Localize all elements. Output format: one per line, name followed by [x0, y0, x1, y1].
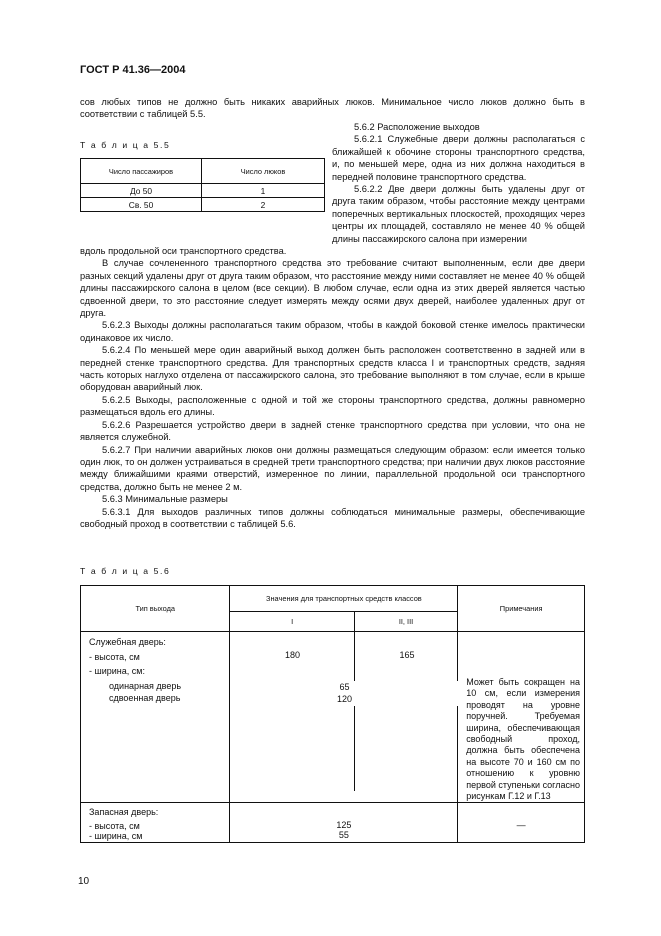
service-door-title: Служебная дверь: — [89, 637, 166, 647]
spare-door-cell — [81, 803, 230, 843]
spare-door-width-value: 55 — [338, 830, 349, 841]
table-5-5-header-passengers: Число пассажиров — [81, 159, 202, 184]
section-5-6-2-1: 5.6.2.1 Служебные двери должны располагаться с ближайшей к обочине стороны транспортного средства, и, по меньшей мере, одна из них должна находиться в передней половине транспортного средства. — [332, 134, 585, 182]
double-door-label: сдвоенная дверь — [109, 693, 181, 703]
service-door-note: Может быть сокращен на 10 см, если измерения проводят на уровне поручней. Требуемая ширина, обеспечивающая свободный проход, должна быть обеспечена на высоте 70 и 160 см по отношению к уровню первой ступеньки согласно рисункам Г.12 и Г.13 — [466, 677, 580, 802]
table-5-6-caption: Т а б л и ц а 5.6 — [80, 566, 171, 576]
double-door-width-value: 120 — [230, 693, 458, 706]
paragraph-continued: вдоль продольной оси транспортного средства. — [80, 246, 287, 256]
table-5-6-header-class-2-3: II, III — [354, 612, 457, 632]
section-5-6-2-6: 5.6.2.6 Разрешается устройство двери в задней стенке транспортного средства при условии, что она не является служебной. — [80, 419, 585, 443]
table-5-6-header-type: Тип выхода — [81, 586, 230, 632]
document-header: ГОСТ Р 41.36—2004 — [80, 64, 186, 76]
section-5-6-2: 5.6.2 Расположение выходов — [354, 122, 480, 132]
table-cell: До 50 — [81, 184, 202, 198]
spare-door-height-label: - высота, см — [89, 820, 140, 831]
single-door-width-value: 65 — [230, 681, 458, 694]
table-5-6-header-class-1: I — [230, 612, 354, 632]
right-column — [332, 121, 585, 245]
table-cell: 1 — [202, 184, 325, 198]
table-5-5-caption: Т а б л и ц а 5.5 — [80, 140, 171, 150]
table-5-6 — [80, 585, 585, 843]
table-row — [81, 803, 585, 843]
service-door-height-class-2-3: 165 — [399, 650, 415, 660]
service-door-height-class-1: 180 — [284, 650, 300, 660]
service-door-note-cell — [458, 632, 585, 803]
paragraph-articulated: В случае сочлененного транспортного средства это требование считают выполненным, если две двери разных секций удалены друг от друга таким образом, что расстояние между ними составляет не менее 40 % общей длины пассажирского салона в целом (все секции). В любом случае, если одна из этих дверей является частью сдвоенной двери, то это расстояние следует измерять между осями двух дверей, наиболее удаленных друг от друга. — [80, 258, 585, 319]
table-5-5 — [80, 158, 325, 212]
table-5-6-header-values: Значения для транспортных средств классов — [230, 586, 458, 612]
intro-paragraph: сов любых типов не должно быть никаких аварийных люков. Минимальное число люков должно быть в соответствии с таблицей 5.5. — [80, 97, 585, 120]
spare-door-title: Запасная дверь: — [89, 807, 159, 818]
section-5-6-2-2: 5.6.2.2 Две двери должны быть удалены друг от друга таким образом, чтобы расстояние между центрами поперечных вертикальных плоскостей, проходящих через центры их площадей, составляло не менее 40 % общей длины пассажирского салона при измерении — [332, 184, 585, 244]
table-cell: 2 — [202, 198, 325, 212]
section-5-6-3: 5.6.3 Минимальные размеры — [102, 494, 228, 505]
service-door-values — [230, 632, 458, 803]
spare-door-height-value: 125 — [336, 820, 352, 831]
table-5-5-header-hatches: Число люков — [202, 159, 325, 184]
spare-door-note: — — [458, 803, 585, 843]
section-5-6-3-1: 5.6.3.1 Для выходов различных типов должны соблюдаться минимальные размеры, обеспечивающие свободный проход в соответствии с таблицей 5.6. — [80, 506, 585, 529]
section-5-6-2-3: 5.6.2.3 Выходы должны располагаться таким образом, чтобы в каждой боковой стенке имелось практически одинаковое их число. — [80, 320, 585, 343]
table-row — [81, 198, 325, 212]
page-number: 10 — [78, 876, 90, 887]
table-cell: Св. 50 — [81, 198, 202, 212]
spare-door-values — [230, 803, 458, 843]
table-5-6-header-notes: Примечания — [458, 586, 585, 632]
section-5-6-2-5: 5.6.2.5 Выходы, расположенные с одной и той же стороны транспортного средства, должны равномерно размещаться вдоль его длины. — [80, 394, 585, 418]
section-5-6-2-4: 5.6.2.4 По меньшей мере один аварийный выход должен быть расположен соответственно в задней или в передней стенке транспортного средства. Для транспортных средств класса I и транспортных средств, задняя часть которых наглухо отделена от пассажирского салона, это требование выполняют в том случае, если в крыше оборудован аварийный люк. — [80, 345, 585, 393]
service-door-width-label: - ширина, см: — [89, 666, 145, 676]
section-5-6-2-7: 5.6.2.7 При наличии аварийных люков они должны размещаться следующим образом: если имеется только один люк, то он должен устраиваться в средней трети транспортного средства; при наличии двух люков расстояние между ближайшими краями отверстий, измеренное по линии, параллельной продольной оси транспортного средства, должно быть не менее 2 м. — [80, 444, 585, 492]
service-door-height-label: - высота, см — [89, 651, 140, 662]
spare-door-width-label: - ширина, см — [89, 830, 143, 841]
service-door-cell — [81, 632, 230, 803]
table-row — [81, 632, 585, 803]
single-door-label: одинарная дверь — [109, 680, 182, 691]
body-text — [80, 245, 585, 530]
table-row — [81, 184, 325, 198]
